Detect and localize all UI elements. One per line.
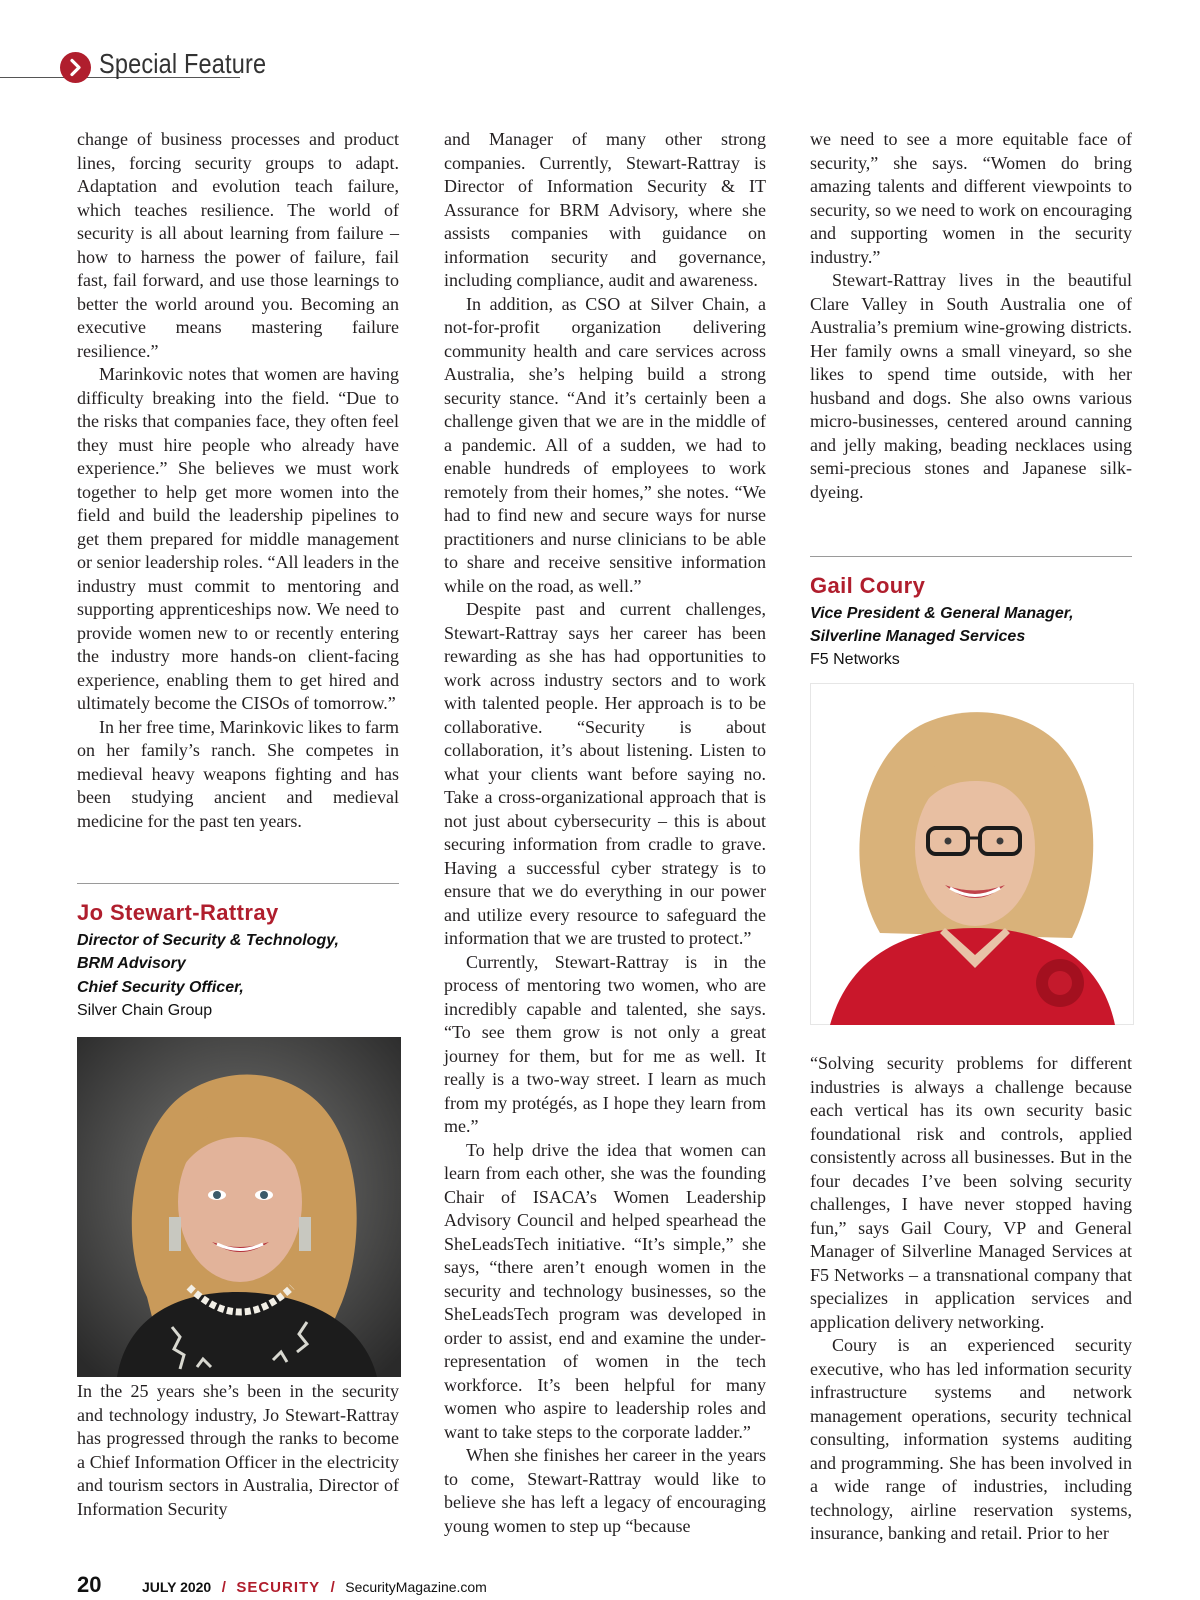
portrait-photo-gail-coury: [810, 683, 1134, 1025]
body-paragraph: Despite past and current challenges, Stewart-Rattray says her career has been rewarding as she has had opportunities to work across industry sectors and to work with talented people. Her approach is to be collaborative. “Security is about collaboration, it’s about listening. Listen to what your clients want before saying no. Take a cross-organizational approach that is not just about cybersecurity – this is about securing information from cradle to grave. Having a successful cyber strategy is to ensure that we do everything in our power and utilize every resource to safeguard the information that we are trusted to protect.”: [444, 599, 766, 948]
profile-organization: F5 Networks: [810, 651, 900, 668]
profile-title: Vice President & General Manager,: [810, 605, 1074, 622]
portrait-photo-jo-stewart-rattray: [77, 1037, 401, 1377]
profile-organization: Silver Chain Group: [77, 1002, 213, 1019]
page-footer: [77, 1572, 487, 1598]
column-2: [444, 128, 766, 1538]
body-paragraph: “Solving security problems for different industries is always a challenge because each vertical has its own security basic foundational risk and controls, applied consistently across all businesses. But in the four decades I’ve been solving security challenges, I have never stopped having fun,” says Gail Coury, VP and General Manager of Silverline Managed Services at F5 Networks – a transnational company that specializes in application services and application delivery networking.: [810, 1053, 1132, 1332]
body-paragraph: In addition, as CSO at Silver Chain, a not-for-profit organization delivering community health and care services across Australia, she’s helping build a strong security stance. “And it’s certainly been a challenge given that we are in the middle of a pandemic. All of a sudden, we had to enable hundreds of employees to work remotely from their homes,” she notes. “We had to find new and secure ways for nurse practitioners and nurse clinicians to be able to share and receive sensitive information while on the road, as well.”: [444, 293, 766, 596]
body-paragraph: and Manager of many other strong companies. Currently, Stewart-Rattray is Director of Information Security & IT Assurance for BRM Advisory, where she assists companies with guidance on information security and governance, including compliance, audit and awareness.: [444, 129, 766, 290]
column-3: [810, 128, 1132, 504]
body-paragraph: Currently, Stewart-Rattray is in the process of mentoring two women, who are incredibly capable and talented, she says. “To see them grow is not only a great journey for them, but for me as well. It really is a two-way street. I learn as much from my protégés, as I hope they learn from me.”: [444, 951, 766, 1136]
section-divider: [77, 883, 399, 884]
profile-title: Chief Security Officer,: [77, 979, 244, 996]
profile-title: Silverline Managed Services: [810, 628, 1026, 645]
profile-title: Director of Security & Technology,: [77, 932, 339, 949]
issue-date: JULY 2020: [141, 1579, 212, 1595]
profile-name: Gail Coury: [810, 573, 926, 598]
body-paragraph: In the 25 years she’s been in the security and technology industry, Jo Stewart-Rattray has progressed through the ranks to become a Chief Information Officer in the electricity and tourism sectors in Australia, Director of Information Security: [77, 1381, 399, 1519]
body-paragraph: Coury is an experienced security executive, who has led information security infrastructure systems and network management operations, security technical consulting, information systems auditing and programming. She has been involved in a wide range of industries, including technology, airline reservation systems, insurance, banking and retail. Prior to her: [810, 1335, 1132, 1543]
page-number: 20: [77, 1572, 102, 1597]
body-paragraph: In her free time, Marinkovic likes to farm on her family’s ranch. She competes in medieval heavy weapons fighting and has been studying ancient and medieval medicine for the past ten years.: [77, 716, 399, 831]
profile-name: Jo Stewart-Rattray: [77, 900, 279, 925]
profile-title: BRM Advisory: [77, 955, 186, 972]
section-header: [0, 44, 267, 84]
section-divider: [810, 556, 1132, 557]
website-link[interactable]: SecurityMagazine.com: [345, 1579, 487, 1595]
body-paragraph: When she finishes her career in the years to come, Stewart-Rattray would like to believe she has left a legacy of encouraging young women to step up “because: [444, 1445, 766, 1536]
body-paragraph: Stewart-Rattray lives in the beautiful Clare Valley in South Australia one of Australia’s premium wine-growing districts. Her family owns a small vineyard, so she likes to spend time outside, with her husband and dogs. She also owns various micro-businesses, centered around canning and jelly making, beading necklaces using semi-precious stones and Japanese silk-dyeing.: [810, 270, 1132, 502]
footer-separator: /: [221, 1579, 226, 1596]
section-title: Special Feature: [99, 48, 267, 79]
column-1: [77, 128, 399, 833]
column-3-continued: [810, 1052, 1132, 1546]
chevron-right-icon: [60, 52, 91, 83]
column-1-continued: [77, 1380, 399, 1521]
footer-separator: /: [330, 1579, 335, 1596]
body-paragraph: we need to see a more equitable face of security,” she says. “Women do bring amazing talents and different viewpoints to security, so we need to work on encouraging and supporting women in the security industry.”: [810, 129, 1132, 267]
magazine-name: SECURITY: [236, 1579, 321, 1596]
body-paragraph: change of business processes and product lines, forcing security groups to adapt. Adaptation and evolution teach failure, which teaches resilience. The world of security is all about learning from failure – how to harness the power of failure, fail fast, fail forward, and use those learnings to better the world around you. Becoming an executive means mastering failure resilience.”: [77, 129, 399, 361]
body-paragraph: Marinkovic notes that women are having difficulty breaking into the field. “Due to the risks that companies face, they often feel they must hire people who already have experience.” She believes we must work together to help get more women into the field and build the leadership pipelines to get them prepared for middle management or senior leadership roles. “All leaders in the industry must commit to mentoring and supporting apprenticeships now. We need to provide women new to or recently entering the industry more hands-on client-facing experience, enabling them to get hired and ultimately become the CISOs of tomorrow.”: [77, 364, 399, 713]
body-paragraph: To help drive the idea that women can learn from each other, she was the founding Chair of ISACA’s Women Leadership Advisory Council and helped spearhead the SheLeadsTech initiative. “It’s simple,” she says, “there aren’t enough women in the security and technology businesses, so the SheLeadsTech program was developed in order to assist, end and examine the under-representation of women in the tech workforce. It’s been helpful for many women who aspire to leadership roles and want to take steps to the corporate ladder.”: [444, 1139, 766, 1442]
